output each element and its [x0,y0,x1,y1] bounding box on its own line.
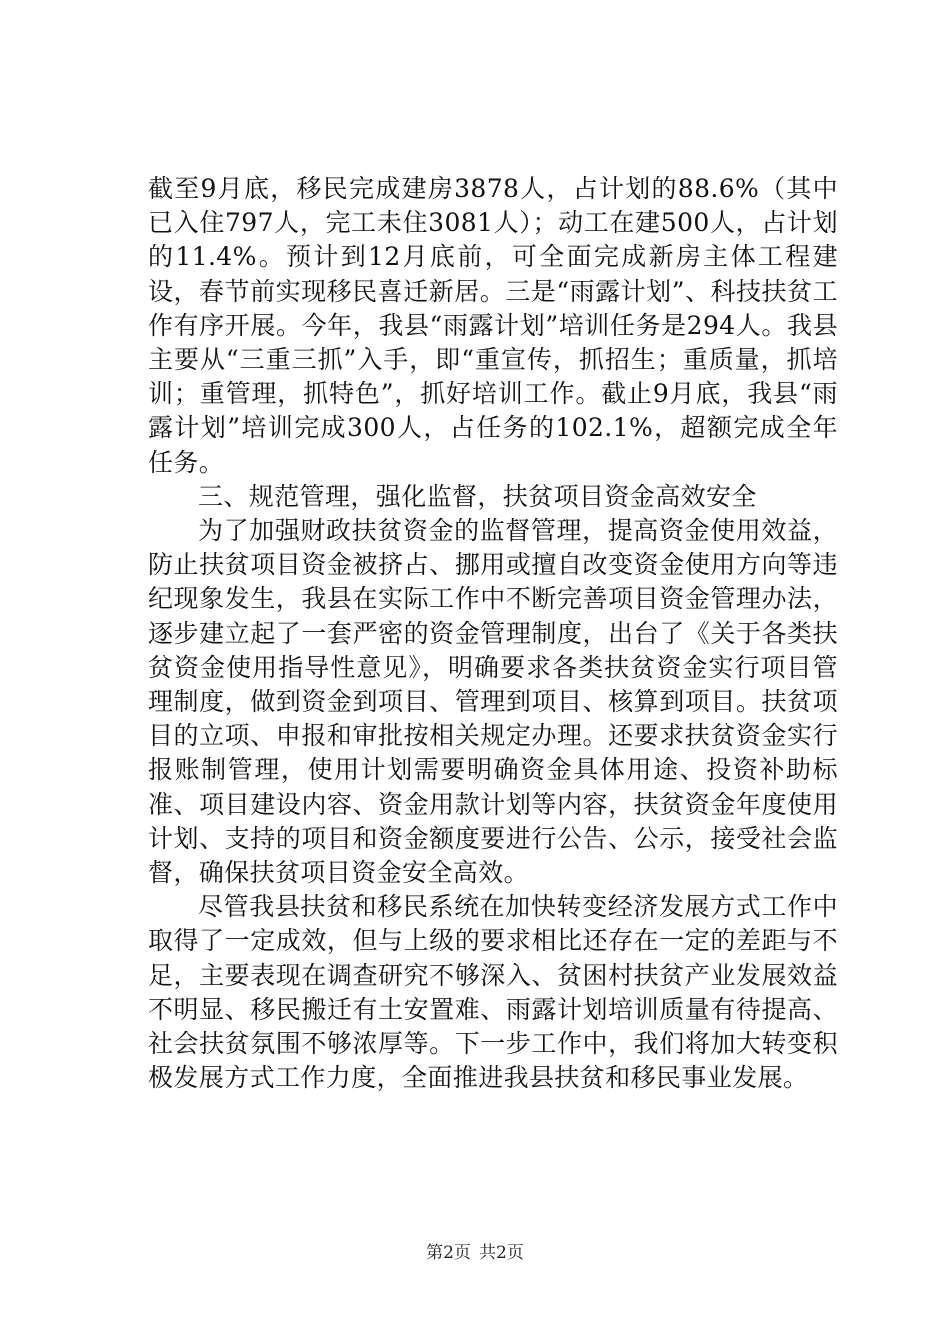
section-heading: 三、规范管理，强化监督，扶贫项目资金高效安全 [198,481,757,511]
page-number: 第2页 [426,1243,471,1263]
body-paragraph: 为了加强财政扶贫资金的监督管理，提高资金使用效益，防止扶贫项目资金被挤占、挪用或擅自改变资金使用方向等违纪现象发生，我县在实际工作中不断完善项目资金管理办法，逐步建立起了一套严密的资金管理制度，出台了《关于各类扶贫资金使用指导性意见》，明确要求各类扶贫资金实行项目管理制度，做到资金到项目、管理到项目、核算到项目。扶贫项目的立项、申报和审批按相关规定办理。还要求扶贫资金实行报账制管理，使用计划需要明确资金具体用途、投资补助标准、项目建设内容、资金用款计划等内容，扶贫资金年度使用计划、支持的项目和资金额度要进行公告、公示，接受社会监督，确保扶贫项目资金安全高效。 [148,516,838,888]
page-total: 共2页 [479,1243,524,1263]
document-body [148,172,838,1095]
body-paragraph: 截至9月底，移民完成建房3878人，占计划的88.6%（其中已入住797人，完工未住3081人）；动工在建500人，占计划的11.4%。预计到12月底前，可全面完成新房主体工程建设，春节前实现移民喜迁新居。三是“雨露计划”、科技扶贫工作有序开展。今年，我县“雨露计划”培训任务是294人。我县主要从“三重三抓”入手，即“重宣传，抓招生；重质量，抓培训；重管理，抓特色”，抓好培训工作。截止9月底，我县“雨露计划”培训完成300人，占任务的102.1%，超额完成全年任务。 [148,174,838,477]
page-footer [0,1243,950,1263]
body-paragraph: 尽管我县扶贫和移民系统在加快转变经济发展方式工作中取得了一定成效，但与上级的要求相比还存在一定的差距与不足，主要表现在调查研究不够深入、贫困村扶贫产业发展效益不明显、移民搬迁有土安置难、雨露计划培训质量有待提高、社会扶贫氛围不够浓厚等。下一步工作中，我们将加大转变积极发展方式工作力度，全面推进我县扶贫和移民事业发展。 [148,892,838,1093]
